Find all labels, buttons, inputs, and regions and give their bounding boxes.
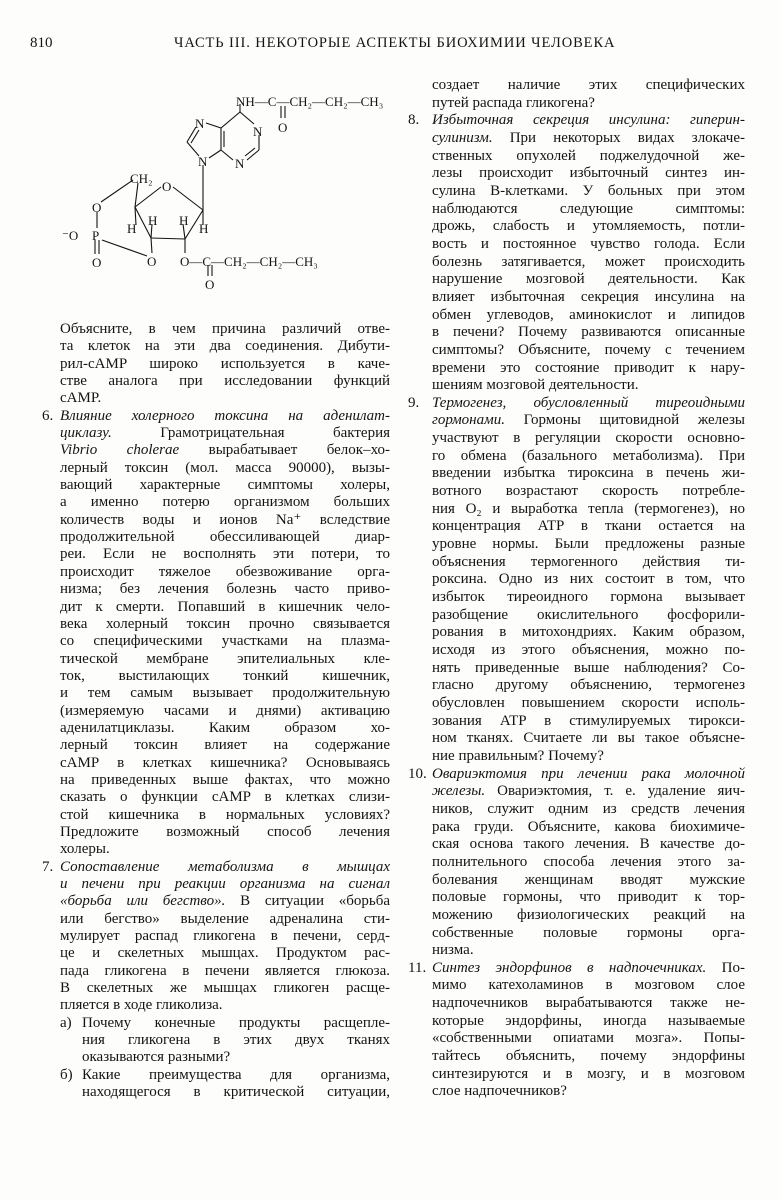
n9-label: N: [198, 154, 208, 169]
n1-label: N: [253, 124, 263, 139]
h2-label: H: [179, 213, 189, 228]
text-line: симптомы? Объясните, почему с течением: [432, 341, 745, 358]
text-line: со специфическими участками на плазма-: [60, 633, 390, 650]
n3-label: N: [235, 156, 245, 171]
text-line: ников, служит одним из средств лечения: [432, 800, 745, 817]
amide-chain-label: NH—C—CH₂—CH₂—CH₃: [236, 94, 384, 109]
text-line: болевания женщинам вводят мужские: [432, 871, 745, 888]
text-line: концентрация ATP в ткани остается на: [432, 518, 745, 535]
text-line: оказываются разными?: [82, 1049, 231, 1066]
text-line: обмен углеводов, аминокислот и липидов: [432, 306, 745, 323]
text-line: а именно потерю организмом больших: [60, 494, 390, 511]
italic-heading-text: «борьба или бегство».: [60, 893, 226, 910]
question-number: 10.: [408, 765, 427, 782]
text-segment: При некоторых видах злокаче-: [492, 129, 745, 146]
text-line: наблюдаются следующие симптомы:: [432, 200, 745, 217]
italic-heading-text: и печени при реакции организма на сигнал: [60, 876, 390, 892]
left-text-column: [42, 321, 390, 1101]
text-line: вотного возрастают скорость потребле-: [432, 483, 745, 500]
o5-label: O: [92, 200, 102, 215]
text-line: дит к смерти. Попавший в кишечник чело-: [60, 598, 390, 615]
italic-heading-text: Влияние холерного токсина на аденилат-: [60, 407, 390, 424]
italic-heading-text: железы.: [432, 783, 486, 800]
text-line: зования ATP в стимулируемых тирокси-: [432, 712, 745, 729]
question-item: [42, 859, 390, 1015]
text-line: ская основа такого лечения. В качестве до-: [432, 836, 745, 853]
text-line: в печени? Почему развиваются описанные: [432, 324, 745, 341]
text-line: вающий характерные симптомы холеры,: [60, 477, 390, 494]
h1-label: H: [199, 221, 209, 236]
italic-heading-text: Сопоставление метаболизма в мышцах: [60, 858, 390, 875]
h4-label: H: [127, 221, 137, 236]
text-line: холеры.: [60, 841, 110, 858]
text-line: [60, 893, 390, 910]
question-number: 7.: [42, 858, 54, 875]
italic-heading-text: Vibrio cholerae: [60, 442, 180, 459]
text-line: «собственными опиатами мозга». Попы-: [432, 1030, 745, 1047]
question-item: [408, 395, 745, 766]
text-line: лерный токсин влияет на содержание: [60, 737, 390, 754]
text-line: рования в митохондриях. Каким образом,: [432, 624, 745, 641]
italic-heading-text: Овариэктомия при лечении рака молочной: [432, 765, 745, 782]
text-line: ток, выстилающих тонкий кишечник,: [60, 667, 390, 684]
o-minus-label: ⁻O: [62, 228, 79, 243]
text-line: го обмена (базального метаболизма). При: [432, 447, 745, 464]
running-header-title: ЧАСТЬ III. НЕКОТОРЫЕ АСПЕКТЫ БИОХИМИИ ЧЕЛОВЕКА: [174, 35, 616, 51]
question-number: б): [60, 1066, 73, 1083]
text-line: реи. Если не восполнять эти потери, то: [60, 546, 390, 563]
text-line: cAMP.: [60, 390, 102, 407]
text-segment: вырабатывает белок–хо-: [179, 442, 390, 459]
o3-label: O: [147, 254, 157, 269]
text-line: века холерный токсин прочно связывается: [60, 615, 390, 632]
text-line: [60, 859, 390, 876]
text-line: собственные половые гормоны орга-: [432, 924, 745, 941]
italic-heading-text: гормонами.: [432, 412, 505, 429]
text-line: мимо катехоламинов в мозговом слое: [432, 977, 745, 994]
text-line: cAMP в клетках кишечника? Основываясь: [60, 754, 390, 771]
question-item: [408, 766, 745, 960]
text-line: влияет избыточная секреция инсулина на: [432, 288, 745, 305]
text-line: сулина B-клетками. У больных при этом: [432, 182, 745, 199]
phosphoryl-oxygen-label: O: [92, 255, 102, 270]
text-line: Предложите возможный способ лечения: [60, 823, 390, 840]
text-line: болезнь затягивается, может происходить: [432, 253, 745, 270]
text-line: мулирует распад гликогена в печени, серд-: [60, 928, 390, 945]
ch2-label: CH₂: [130, 171, 153, 186]
text-line: низма.: [432, 942, 474, 959]
text-line: участвуют в регуляции скорости основно-: [432, 430, 745, 447]
text-segment: Овариэктомия, т. е. удаление яич-: [485, 783, 745, 800]
text-line: В скелетных же мышцах гликоген расще-: [60, 980, 390, 997]
text-line: Почему конечные продукты расщепле-: [82, 1014, 390, 1031]
text-line: ственных опухолей поджелудочной же-: [432, 147, 745, 164]
text-line: избыток тиреоидного гормона вызывает: [432, 589, 745, 606]
text-line: роксина. Одно из них состоит в том, что: [432, 571, 745, 588]
text-line: происходит тяжелое обезвоживание орга-: [60, 563, 390, 580]
text-line: пада гликогена в печени является глюкоза.: [60, 962, 390, 979]
text-line: ном тканях. Считаете ли вы такое объясне-: [432, 730, 745, 747]
text-line: [432, 783, 745, 801]
text-line: нарушение мозговой деятельности. Как: [432, 271, 745, 288]
text-line: времени это состояние приводит к нару-: [432, 359, 745, 376]
text-line: половые гормоны, что приводит к тор-: [432, 889, 745, 906]
text-line: лезы происходит избыточный синтез ин-: [432, 165, 745, 182]
text-segment: Гормоны щитовидной железы: [504, 412, 745, 429]
text-line: разобщение окислительного фосфорили-: [432, 606, 745, 623]
text-line: находящегося в критической ситуации,: [82, 1084, 390, 1101]
right-text-column: [408, 77, 745, 1101]
question-item: [408, 112, 745, 395]
text-line: [432, 766, 745, 784]
text-line: низма; без лечения болезнь часто приво-: [60, 581, 390, 598]
phosphorus-label: P: [92, 228, 100, 243]
text-line: стой кишечника в нормальных условиях?: [60, 806, 390, 823]
question-number: 6.: [42, 407, 54, 424]
text-line: слое надпочечников?: [432, 1083, 567, 1100]
question-item: [42, 321, 390, 408]
text-line: можению физиологических реакций на: [432, 906, 745, 923]
text-line: продолжительной обессиливающей диар-: [60, 529, 390, 546]
italic-heading-text: Термогенез, обусловленный тиреоидными: [432, 394, 745, 411]
question-number: 8.: [408, 112, 420, 129]
italic-heading-text: Синтез эндорфинов в надпочечниках.: [432, 959, 707, 976]
question-item: [42, 408, 390, 859]
question-item: [408, 960, 745, 1101]
text-line: пляется в ходе гликолиза.: [60, 997, 223, 1014]
text-line: которые эндорфины, иногда называемые: [432, 1012, 745, 1029]
text-line: введении избытка тироксина в печень жи-: [432, 465, 745, 482]
ester-chain-label: O—C—CH₂—CH₂—CH₃: [180, 254, 318, 269]
amide-oxygen-label: O: [278, 120, 288, 135]
page-number: 810: [30, 35, 53, 51]
text-line: це и скелетных мышцах. Продуктом рас-: [60, 945, 390, 962]
text-line: вость и постоянное чувство голода. Если: [432, 235, 745, 252]
ring-oxygen-label: O: [162, 179, 172, 194]
text-line: нять приведенные выше наблюдения? Со-: [432, 659, 745, 676]
text-line: [432, 395, 745, 413]
text-line: [432, 960, 745, 978]
text-line: полнительного способа лечения этого за-: [432, 853, 745, 870]
sub-question: [42, 1015, 390, 1067]
text-line: [432, 412, 745, 430]
text-line: ния O₂ и выработка тепла (термогенез), но: [432, 500, 745, 517]
italic-heading-text: Избыточная секреция инсулина: гиперин-: [432, 112, 745, 129]
text-line: сказать о функции cAMP в клетках слизи-: [60, 789, 390, 806]
text-line: тайтесь объяснить, почему эндорфины: [432, 1048, 745, 1065]
text-line: Объясните, в чем причина различий отве-: [60, 321, 390, 337]
text-line: [432, 130, 745, 148]
text-line: исходя из этого объяснения, можно по-: [432, 642, 745, 658]
text-line: и тем самым вызывает продолжительную: [60, 685, 390, 702]
text-line: [60, 876, 390, 893]
text-line: ния гликогена в этих двух тканях: [82, 1032, 390, 1049]
text-line: [432, 112, 745, 130]
text-line: гласно другому объяснению, термогенез: [432, 677, 745, 694]
text-line: (измеряемую часами и днями) активацию: [60, 702, 390, 719]
text-line: стве аналога при исследовании функций: [60, 373, 390, 390]
text-line: на приведенных выше фактах, что можно: [60, 771, 390, 788]
text-line: обусловлен повышением скорости исполь-: [432, 694, 745, 711]
text-line: тической мембране эпителиальных кле-: [60, 650, 390, 667]
text-segment: В ситуации «борьба: [225, 893, 390, 910]
text-line: рака груди. Объясните, какова биохимиче-: [432, 818, 745, 835]
text-segment: Грамотрицательная бактерия: [111, 425, 390, 442]
text-line: ние правильным? Почему?: [432, 747, 604, 764]
text-line: [60, 425, 390, 442]
italic-heading-text: сулинизм.: [432, 129, 493, 146]
text-line: синтезируются и в мозгу, и в мозговом: [432, 1065, 745, 1082]
n7-label: N: [195, 116, 205, 131]
text-line: создает наличие этих специфических: [432, 77, 745, 93]
italic-heading-text: циклазу.: [60, 425, 112, 442]
question-number: 9.: [408, 394, 420, 411]
text-line: шениям мозговой деятельности.: [432, 377, 639, 394]
text-line: [60, 442, 390, 459]
sub-question: [42, 1067, 390, 1102]
text-line: рил-cAMP широко используется в каче-: [60, 355, 390, 372]
text-line: [60, 408, 390, 425]
h3-label: H: [148, 213, 158, 228]
text-line: или бегство» выделение адреналина сти-: [60, 910, 390, 927]
text-line: надпочечников вырабатываются также не-: [432, 995, 745, 1012]
question-number: а): [60, 1014, 72, 1031]
text-line: уровне нормы. Были предложены разные: [432, 536, 745, 553]
sub-question: [408, 77, 745, 112]
text-segment: По-: [706, 959, 745, 976]
text-line: путей распада гликогена?: [432, 94, 595, 111]
text-line: дрожь, слабость и утомляемость, потли-: [432, 218, 745, 235]
question-number: 11.: [408, 959, 427, 976]
text-line: аденилатциклазы. Каким образом хо-: [60, 719, 390, 736]
text-line: Какие преимущества для организма,: [82, 1066, 390, 1083]
text-line: объяснения термогенного действия ти-: [432, 553, 745, 570]
text-line: лерный токсин (мол. масса 90000), вызы-: [60, 459, 390, 476]
text-line: та клеток на эти два соединения. Дибути-: [60, 338, 390, 355]
ester-oxygen-label: O: [205, 277, 215, 292]
text-line: количеств воды и ионов Na⁺ вследствие: [60, 511, 390, 528]
